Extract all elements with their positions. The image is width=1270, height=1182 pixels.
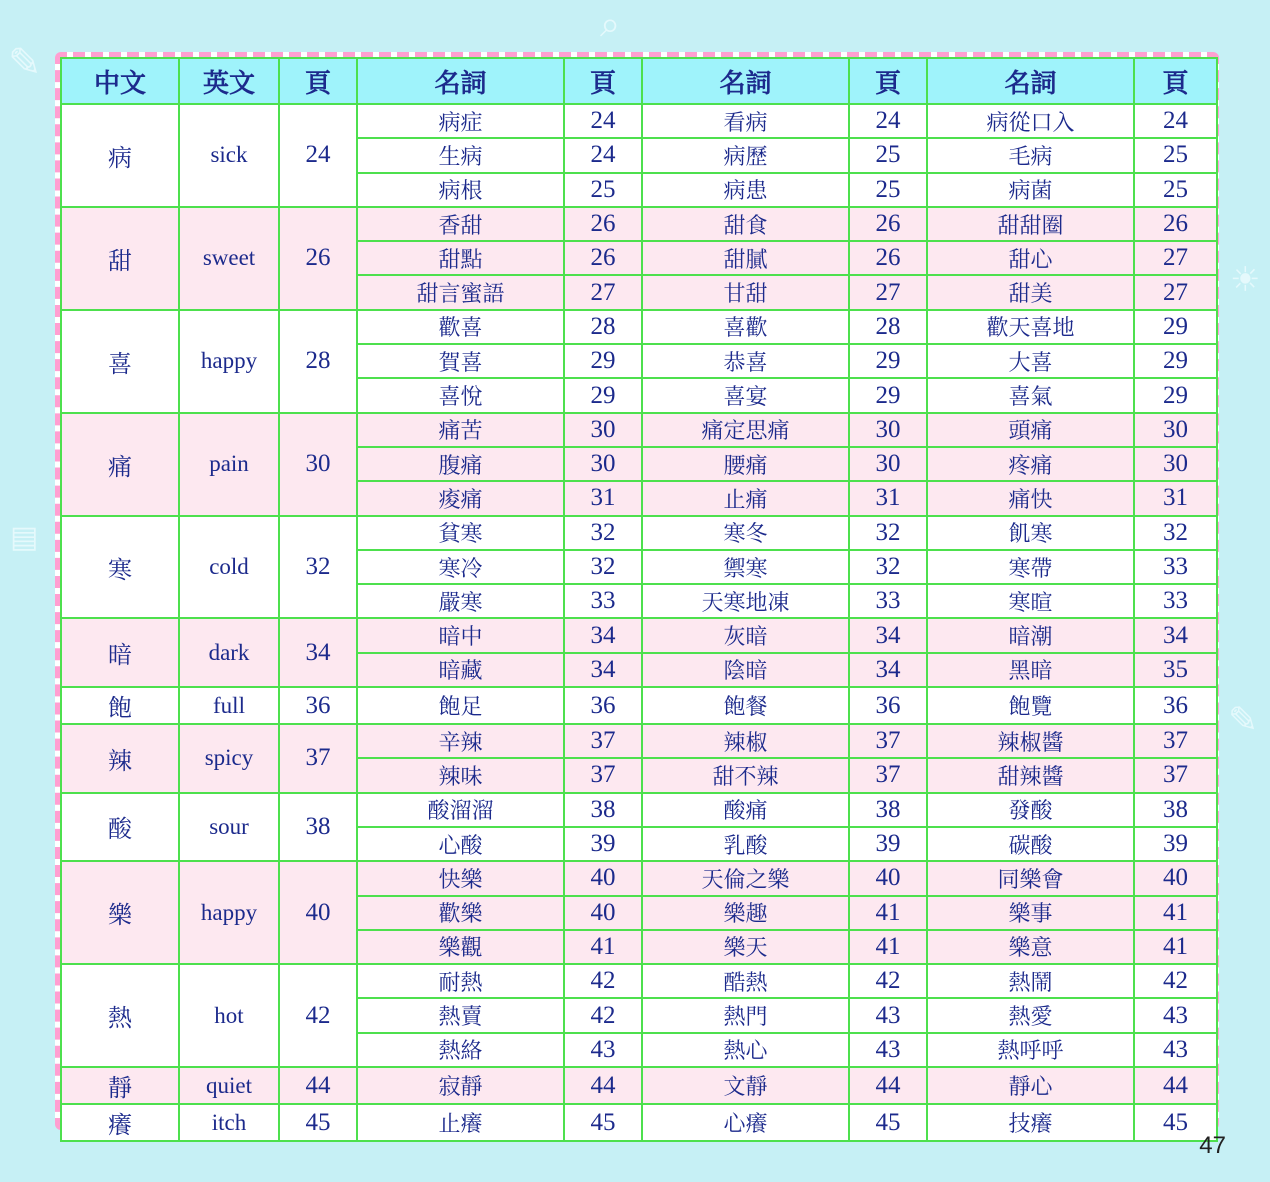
noun-cell: 寒冷 bbox=[357, 550, 564, 584]
header-chinese: 中文 bbox=[61, 58, 179, 104]
noun-cell: 熱絡 bbox=[357, 1033, 564, 1067]
noun-page: 44 bbox=[1134, 1067, 1217, 1104]
noun-page: 38 bbox=[849, 793, 927, 827]
table-row bbox=[61, 861, 1217, 895]
word-page: 44 bbox=[279, 1067, 357, 1104]
word-english: hot bbox=[179, 964, 279, 1067]
table-row bbox=[61, 793, 1217, 827]
noun-page: 29 bbox=[849, 378, 927, 412]
noun-page: 39 bbox=[849, 827, 927, 861]
word-page: 37 bbox=[279, 724, 357, 793]
noun-page: 41 bbox=[849, 896, 927, 930]
noun-page: 29 bbox=[1134, 378, 1217, 412]
noun-page: 33 bbox=[849, 584, 927, 618]
noun-page: 34 bbox=[564, 653, 642, 687]
noun-cell: 甜甜圈 bbox=[927, 207, 1134, 241]
word-chinese: 癢 bbox=[61, 1104, 179, 1141]
word-english: quiet bbox=[179, 1067, 279, 1104]
noun-page: 30 bbox=[849, 447, 927, 481]
noun-cell: 喜氣 bbox=[927, 378, 1134, 412]
noun-cell: 恭喜 bbox=[642, 344, 849, 378]
noun-cell: 靜心 bbox=[927, 1067, 1134, 1104]
noun-cell: 甜不辣 bbox=[642, 758, 849, 792]
noun-cell: 耐熱 bbox=[357, 964, 564, 998]
noun-cell: 灰暗 bbox=[642, 618, 849, 652]
noun-page: 39 bbox=[1134, 827, 1217, 861]
header-page: 頁 bbox=[564, 58, 642, 104]
noun-page: 26 bbox=[564, 241, 642, 275]
noun-page: 27 bbox=[1134, 241, 1217, 275]
noun-page: 43 bbox=[564, 1033, 642, 1067]
magnifier-icon: ⌕ bbox=[600, 4, 621, 45]
noun-page: 32 bbox=[564, 516, 642, 550]
noun-page: 32 bbox=[564, 550, 642, 584]
noun-cell: 腹痛 bbox=[357, 447, 564, 481]
header-english: 英文 bbox=[179, 58, 279, 104]
noun-page: 30 bbox=[849, 413, 927, 447]
noun-page: 27 bbox=[564, 275, 642, 309]
noun-cell: 病根 bbox=[357, 173, 564, 207]
noun-cell: 甜點 bbox=[357, 241, 564, 275]
noun-page: 24 bbox=[849, 104, 927, 138]
noun-cell: 辣椒醬 bbox=[927, 724, 1134, 758]
noun-cell: 酸溜溜 bbox=[357, 793, 564, 827]
header-page: 頁 bbox=[1134, 58, 1217, 104]
noun-cell: 熱心 bbox=[642, 1033, 849, 1067]
noun-cell: 甜辣醬 bbox=[927, 758, 1134, 792]
noun-page: 32 bbox=[849, 516, 927, 550]
noun-cell: 暗藏 bbox=[357, 653, 564, 687]
word-chinese: 寒 bbox=[61, 516, 179, 619]
noun-cell: 飽覽 bbox=[927, 687, 1134, 724]
noun-cell: 甘甜 bbox=[642, 275, 849, 309]
noun-cell: 快樂 bbox=[357, 861, 564, 895]
noun-page: 27 bbox=[1134, 275, 1217, 309]
word-page: 40 bbox=[279, 861, 357, 964]
noun-cell: 止癢 bbox=[357, 1104, 564, 1141]
noun-page: 24 bbox=[1134, 104, 1217, 138]
word-page: 24 bbox=[279, 104, 357, 207]
noun-cell: 黑暗 bbox=[927, 653, 1134, 687]
noun-page: 42 bbox=[564, 964, 642, 998]
noun-cell: 甜食 bbox=[642, 207, 849, 241]
noun-cell: 病歷 bbox=[642, 138, 849, 172]
table-row bbox=[61, 207, 1217, 241]
noun-cell: 歡天喜地 bbox=[927, 310, 1134, 344]
word-english: spicy bbox=[179, 724, 279, 793]
noun-cell: 看病 bbox=[642, 104, 849, 138]
noun-cell: 天倫之樂 bbox=[642, 861, 849, 895]
noun-cell: 心酸 bbox=[357, 827, 564, 861]
word-page: 45 bbox=[279, 1104, 357, 1141]
noun-cell: 樂意 bbox=[927, 930, 1134, 964]
word-chinese: 熱 bbox=[61, 964, 179, 1067]
noun-cell: 辣椒 bbox=[642, 724, 849, 758]
word-chinese: 酸 bbox=[61, 793, 179, 862]
noun-cell: 辣味 bbox=[357, 758, 564, 792]
noun-page: 39 bbox=[564, 827, 642, 861]
noun-page: 25 bbox=[849, 173, 927, 207]
table-row bbox=[61, 724, 1217, 758]
noun-page: 37 bbox=[1134, 758, 1217, 792]
noun-cell: 樂事 bbox=[927, 896, 1134, 930]
noun-cell: 病患 bbox=[642, 173, 849, 207]
noun-page: 34 bbox=[1134, 618, 1217, 652]
noun-page: 43 bbox=[849, 998, 927, 1032]
noun-page: 30 bbox=[564, 413, 642, 447]
word-page: 42 bbox=[279, 964, 357, 1067]
noun-cell: 同樂會 bbox=[927, 861, 1134, 895]
table-row bbox=[61, 687, 1217, 724]
noun-page: 44 bbox=[849, 1067, 927, 1104]
word-english: dark bbox=[179, 618, 279, 687]
noun-page: 32 bbox=[1134, 516, 1217, 550]
word-chinese: 飽 bbox=[61, 687, 179, 724]
noun-cell: 嚴寒 bbox=[357, 584, 564, 618]
noun-page: 42 bbox=[1134, 964, 1217, 998]
noun-cell: 痛快 bbox=[927, 481, 1134, 515]
noun-page: 30 bbox=[564, 447, 642, 481]
noun-page: 36 bbox=[564, 687, 642, 724]
noun-cell: 乳酸 bbox=[642, 827, 849, 861]
noun-page: 29 bbox=[564, 344, 642, 378]
noun-cell: 陰暗 bbox=[642, 653, 849, 687]
noun-cell: 熱呼呼 bbox=[927, 1033, 1134, 1067]
header-page: 頁 bbox=[849, 58, 927, 104]
noun-cell: 熱賣 bbox=[357, 998, 564, 1032]
noun-page: 29 bbox=[564, 378, 642, 412]
word-page: 26 bbox=[279, 207, 357, 310]
header-noun: 名詞 bbox=[642, 58, 849, 104]
noun-cell: 痛苦 bbox=[357, 413, 564, 447]
noun-page: 44 bbox=[564, 1067, 642, 1104]
noun-page: 26 bbox=[849, 241, 927, 275]
noun-cell: 飽餐 bbox=[642, 687, 849, 724]
noun-cell: 病從口入 bbox=[927, 104, 1134, 138]
noun-page: 24 bbox=[564, 138, 642, 172]
word-chinese: 辣 bbox=[61, 724, 179, 793]
noun-cell: 歡喜 bbox=[357, 310, 564, 344]
noun-cell: 熱愛 bbox=[927, 998, 1134, 1032]
noun-page: 38 bbox=[1134, 793, 1217, 827]
noun-cell: 痠痛 bbox=[357, 481, 564, 515]
noun-page: 25 bbox=[564, 173, 642, 207]
noun-page: 40 bbox=[1134, 861, 1217, 895]
noun-cell: 大喜 bbox=[927, 344, 1134, 378]
noun-page: 25 bbox=[1134, 138, 1217, 172]
noun-cell: 生病 bbox=[357, 138, 564, 172]
noun-page: 32 bbox=[849, 550, 927, 584]
word-page: 38 bbox=[279, 793, 357, 862]
noun-cell: 酸痛 bbox=[642, 793, 849, 827]
table-header-row bbox=[61, 58, 1217, 104]
noun-cell: 甜言蜜語 bbox=[357, 275, 564, 309]
word-english: pain bbox=[179, 413, 279, 516]
noun-page: 37 bbox=[564, 758, 642, 792]
noun-cell: 技癢 bbox=[927, 1104, 1134, 1141]
noun-cell: 病症 bbox=[357, 104, 564, 138]
noun-page: 40 bbox=[849, 861, 927, 895]
noun-cell: 貧寒 bbox=[357, 516, 564, 550]
noun-cell: 寒帶 bbox=[927, 550, 1134, 584]
noun-page: 26 bbox=[849, 207, 927, 241]
header-noun: 名詞 bbox=[357, 58, 564, 104]
table-row bbox=[61, 413, 1217, 447]
noun-cell: 賀喜 bbox=[357, 344, 564, 378]
noun-cell: 疼痛 bbox=[927, 447, 1134, 481]
ruler-icon: ▤ bbox=[10, 520, 39, 555]
word-page: 28 bbox=[279, 310, 357, 413]
table-row bbox=[61, 1104, 1217, 1141]
noun-page: 29 bbox=[1134, 310, 1217, 344]
word-page: 30 bbox=[279, 413, 357, 516]
noun-cell: 喜悅 bbox=[357, 378, 564, 412]
noun-page: 25 bbox=[849, 138, 927, 172]
noun-cell: 香甜 bbox=[357, 207, 564, 241]
table-row bbox=[61, 104, 1217, 138]
noun-page: 40 bbox=[564, 896, 642, 930]
noun-page: 37 bbox=[1134, 724, 1217, 758]
noun-page: 30 bbox=[1134, 447, 1217, 481]
noun-page: 31 bbox=[849, 481, 927, 515]
noun-cell: 辛辣 bbox=[357, 724, 564, 758]
noun-cell: 樂趣 bbox=[642, 896, 849, 930]
word-page: 34 bbox=[279, 618, 357, 687]
noun-page: 41 bbox=[849, 930, 927, 964]
noun-cell: 樂觀 bbox=[357, 930, 564, 964]
word-english: sick bbox=[179, 104, 279, 207]
word-english: sour bbox=[179, 793, 279, 862]
noun-cell: 暗中 bbox=[357, 618, 564, 652]
noun-page: 28 bbox=[849, 310, 927, 344]
table-row bbox=[61, 516, 1217, 550]
noun-page: 24 bbox=[564, 104, 642, 138]
noun-cell: 腰痛 bbox=[642, 447, 849, 481]
table-row bbox=[61, 310, 1217, 344]
noun-page: 43 bbox=[1134, 998, 1217, 1032]
noun-page: 40 bbox=[564, 861, 642, 895]
noun-page: 41 bbox=[1134, 930, 1217, 964]
noun-page: 43 bbox=[1134, 1033, 1217, 1067]
word-english: itch bbox=[179, 1104, 279, 1141]
noun-cell: 天寒地凍 bbox=[642, 584, 849, 618]
noun-page: 37 bbox=[564, 724, 642, 758]
noun-page: 33 bbox=[1134, 584, 1217, 618]
noun-cell: 毛病 bbox=[927, 138, 1134, 172]
pencil-icon: ✎ bbox=[8, 40, 42, 86]
noun-cell: 熱鬧 bbox=[927, 964, 1134, 998]
noun-cell: 酷熱 bbox=[642, 964, 849, 998]
noun-cell: 心癢 bbox=[642, 1104, 849, 1141]
noun-cell: 痛定思痛 bbox=[642, 413, 849, 447]
noun-page: 31 bbox=[1134, 481, 1217, 515]
word-english: happy bbox=[179, 861, 279, 964]
noun-page: 31 bbox=[564, 481, 642, 515]
noun-cell: 文靜 bbox=[642, 1067, 849, 1104]
noun-page: 41 bbox=[1134, 896, 1217, 930]
noun-page: 29 bbox=[1134, 344, 1217, 378]
noun-cell: 飢寒 bbox=[927, 516, 1134, 550]
word-chinese: 喜 bbox=[61, 310, 179, 413]
noun-cell: 頭痛 bbox=[927, 413, 1134, 447]
noun-page: 26 bbox=[1134, 207, 1217, 241]
noun-page: 34 bbox=[849, 653, 927, 687]
noun-cell: 暗潮 bbox=[927, 618, 1134, 652]
lightbulb-icon: ☀ bbox=[1230, 260, 1261, 300]
word-chinese: 甜 bbox=[61, 207, 179, 310]
noun-page: 43 bbox=[849, 1033, 927, 1067]
noun-page: 36 bbox=[1134, 687, 1217, 724]
noun-page: 42 bbox=[849, 964, 927, 998]
noun-page: 29 bbox=[849, 344, 927, 378]
noun-page: 37 bbox=[849, 758, 927, 792]
word-english: sweet bbox=[179, 207, 279, 310]
noun-cell: 病菌 bbox=[927, 173, 1134, 207]
noun-page: 45 bbox=[564, 1104, 642, 1141]
word-chinese: 暗 bbox=[61, 618, 179, 687]
word-english: cold bbox=[179, 516, 279, 619]
noun-page: 28 bbox=[564, 310, 642, 344]
word-chinese: 病 bbox=[61, 104, 179, 207]
noun-page: 27 bbox=[849, 275, 927, 309]
noun-page: 34 bbox=[849, 618, 927, 652]
noun-cell: 甜膩 bbox=[642, 241, 849, 275]
word-english: happy bbox=[179, 310, 279, 413]
noun-page: 45 bbox=[849, 1104, 927, 1141]
noun-page: 41 bbox=[564, 930, 642, 964]
noun-page: 25 bbox=[1134, 173, 1217, 207]
word-chinese: 靜 bbox=[61, 1067, 179, 1104]
noun-page: 33 bbox=[1134, 550, 1217, 584]
noun-page: 26 bbox=[564, 207, 642, 241]
table-row bbox=[61, 1067, 1217, 1104]
table-row bbox=[61, 618, 1217, 652]
noun-cell: 熱門 bbox=[642, 998, 849, 1032]
noun-cell: 止痛 bbox=[642, 481, 849, 515]
pencil-icon: ✎ bbox=[1228, 700, 1259, 741]
noun-page: 33 bbox=[564, 584, 642, 618]
header-page: 頁 bbox=[279, 58, 357, 104]
vocabulary-table bbox=[60, 57, 1218, 1142]
noun-cell: 甜美 bbox=[927, 275, 1134, 309]
word-page: 32 bbox=[279, 516, 357, 619]
word-page: 36 bbox=[279, 687, 357, 724]
noun-page: 30 bbox=[1134, 413, 1217, 447]
word-chinese: 樂 bbox=[61, 861, 179, 964]
noun-cell: 喜宴 bbox=[642, 378, 849, 412]
noun-page: 35 bbox=[1134, 653, 1217, 687]
noun-cell: 寒冬 bbox=[642, 516, 849, 550]
noun-page: 38 bbox=[564, 793, 642, 827]
noun-page: 36 bbox=[849, 687, 927, 724]
noun-cell: 發酸 bbox=[927, 793, 1134, 827]
word-english: full bbox=[179, 687, 279, 724]
noun-cell: 禦寒 bbox=[642, 550, 849, 584]
noun-page: 37 bbox=[849, 724, 927, 758]
page-number: 47 bbox=[1199, 1132, 1226, 1159]
noun-page: 34 bbox=[564, 618, 642, 652]
header-noun: 名詞 bbox=[927, 58, 1134, 104]
word-chinese: 痛 bbox=[61, 413, 179, 516]
table-row bbox=[61, 964, 1217, 998]
noun-cell: 飽足 bbox=[357, 687, 564, 724]
noun-cell: 寒暄 bbox=[927, 584, 1134, 618]
table-body bbox=[61, 104, 1217, 1141]
noun-cell: 碳酸 bbox=[927, 827, 1134, 861]
noun-page: 42 bbox=[564, 998, 642, 1032]
noun-cell: 樂天 bbox=[642, 930, 849, 964]
noun-cell: 寂靜 bbox=[357, 1067, 564, 1104]
noun-page: 45 bbox=[1134, 1104, 1217, 1141]
noun-cell: 歡樂 bbox=[357, 896, 564, 930]
noun-cell: 甜心 bbox=[927, 241, 1134, 275]
noun-cell: 喜歡 bbox=[642, 310, 849, 344]
